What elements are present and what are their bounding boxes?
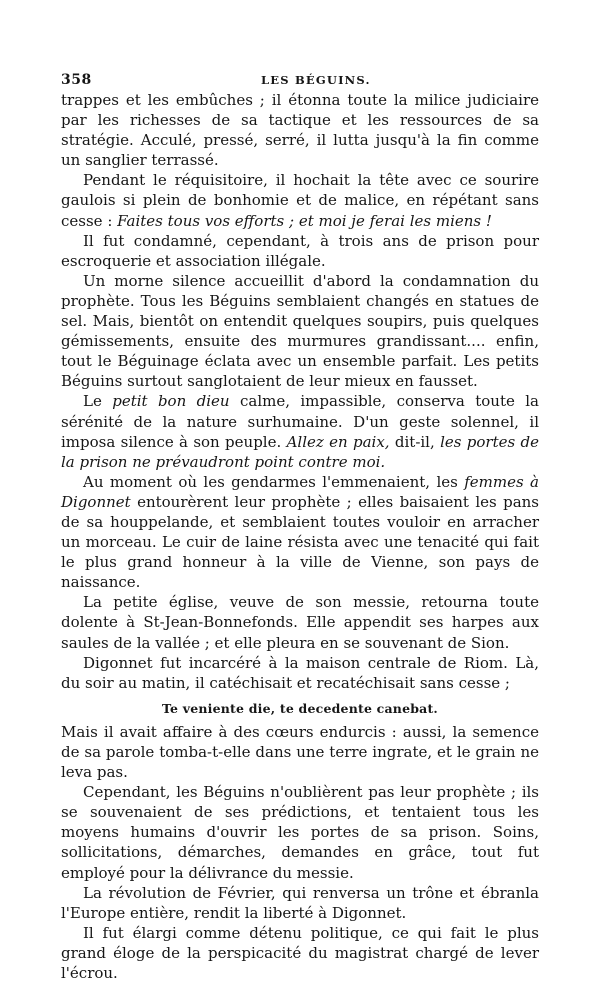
paragraph-petit-bon-dieu	[61, 391, 539, 471]
running-head: LES BÉGUINS.	[261, 73, 371, 87]
paragraph-silence: Un morne silence accueillit d'abord la condamnation du prophète. Tous les Béguins semblaient changés en statues de sel. Mais, bientôt on entendit quelques soupirs, puis quelques gémissements, ensuite des murmures grandissant.... enfin, tout le Béguinage éclata avec un ensemble parfait. Les petits Béguins surtout sanglotaient de leur mieux en fausset.	[61, 271, 539, 391]
paragraph-elargi: Il fut élargi comme détenu politique, ce qui fait le plus grand éloge de la perspicacité du magistrat chargé de lever l'écrou.	[61, 923, 539, 983]
paragraph-requisitoire	[61, 170, 539, 230]
paragraph-text: calme, impassible, conserva toute la sérénité de la nature surhumaine. D'un geste solennel, il imposa silence à son peuple.	[61, 392, 539, 451]
page-body	[61, 90, 539, 983]
page-header	[61, 72, 539, 90]
page-number: 358	[61, 72, 92, 88]
paragraph-gendarmes	[61, 472, 539, 593]
paragraph-riom: Digonnet fut incarcéré à la maison centrale de Riom. Là, du soir au matin, il catéchisait et recatéchisait sans cesse ;	[61, 653, 539, 692]
paragraph-text: Le	[83, 392, 113, 411]
paragraph-text: entourèrent leur prophète ; elles baisaient les pans de sa houppelande, et semblaient toutes vouloir en arracher un morceau. Le cuir de laine résista avec une tenacité qui fait le plus grand honneur à la ville de Vienne, son pays de naissance.	[61, 492, 539, 592]
paragraph-revolution: La révolution de Février, qui renversa un trône et ébranla l'Europe entière, rendit la liberté à Digonnet.	[61, 883, 539, 922]
italic-phrase: petit bon dieu	[112, 392, 230, 411]
paragraph-condamnation: Il fut condamné, cependant, à trois ans de prison pour escroquerie et association illégale.	[61, 231, 539, 270]
italic-phrase: femmes à Digonnet	[61, 472, 540, 511]
paragraph-continuation: trappes et les embûches ; il étonna toute la milice judiciaire par les richesses de sa tactique et les ressources de sa stratégie. Acculé, pressé, serré, il lutta jusqu'à la fin comme un sanglier terrassé.	[61, 91, 539, 170]
paragraph-text: Au moment où les gendarmes l'emmenaient, les	[83, 472, 465, 491]
italic-quote: Faites tous vos efforts ; et moi je ferai les miens !	[117, 211, 492, 230]
paragraph-coeurs-endurcis: Mais il avait affaire à des cœurs endurcis : aussi, la semence de sa parole tomba-t-elle dans une terre ingrate, et le grain ne leva pas.	[61, 722, 539, 782]
paragraph-text: dit-il,	[389, 432, 441, 451]
paragraph-text: Pendant le réquisitoire, il hochait la tête avec ce sourire gaulois si plein de bonhomie et de malice, en répétant sans cesse :	[61, 171, 539, 230]
latin-quote: Te veniente die, te decedente canebat.	[161, 700, 438, 716]
paragraph-beguins: Cependant, les Béguins n'oublièrent pas leur prophète ; ils se souvenaient de ses prédictions, et tentaient tous les moyens humains d'ouvrir les portes de sa prison. Soins, sollicitations, démarches, demandes en grâce, tout fut employé pour la délivrance du messie.	[61, 783, 539, 882]
italic-phrase: Allez en paix,	[286, 432, 390, 451]
paragraph-eglise: La petite église, veuve de son messie, retourna toute dolente à St-Jean-Bonnefonds. Elle appendit ses harpes aux saules de la vallée ; et elle pleura en se souvenant de Sion.	[61, 593, 539, 652]
italic-phrase: les portes de la prison ne prévaudront point contre moi.	[61, 432, 540, 471]
